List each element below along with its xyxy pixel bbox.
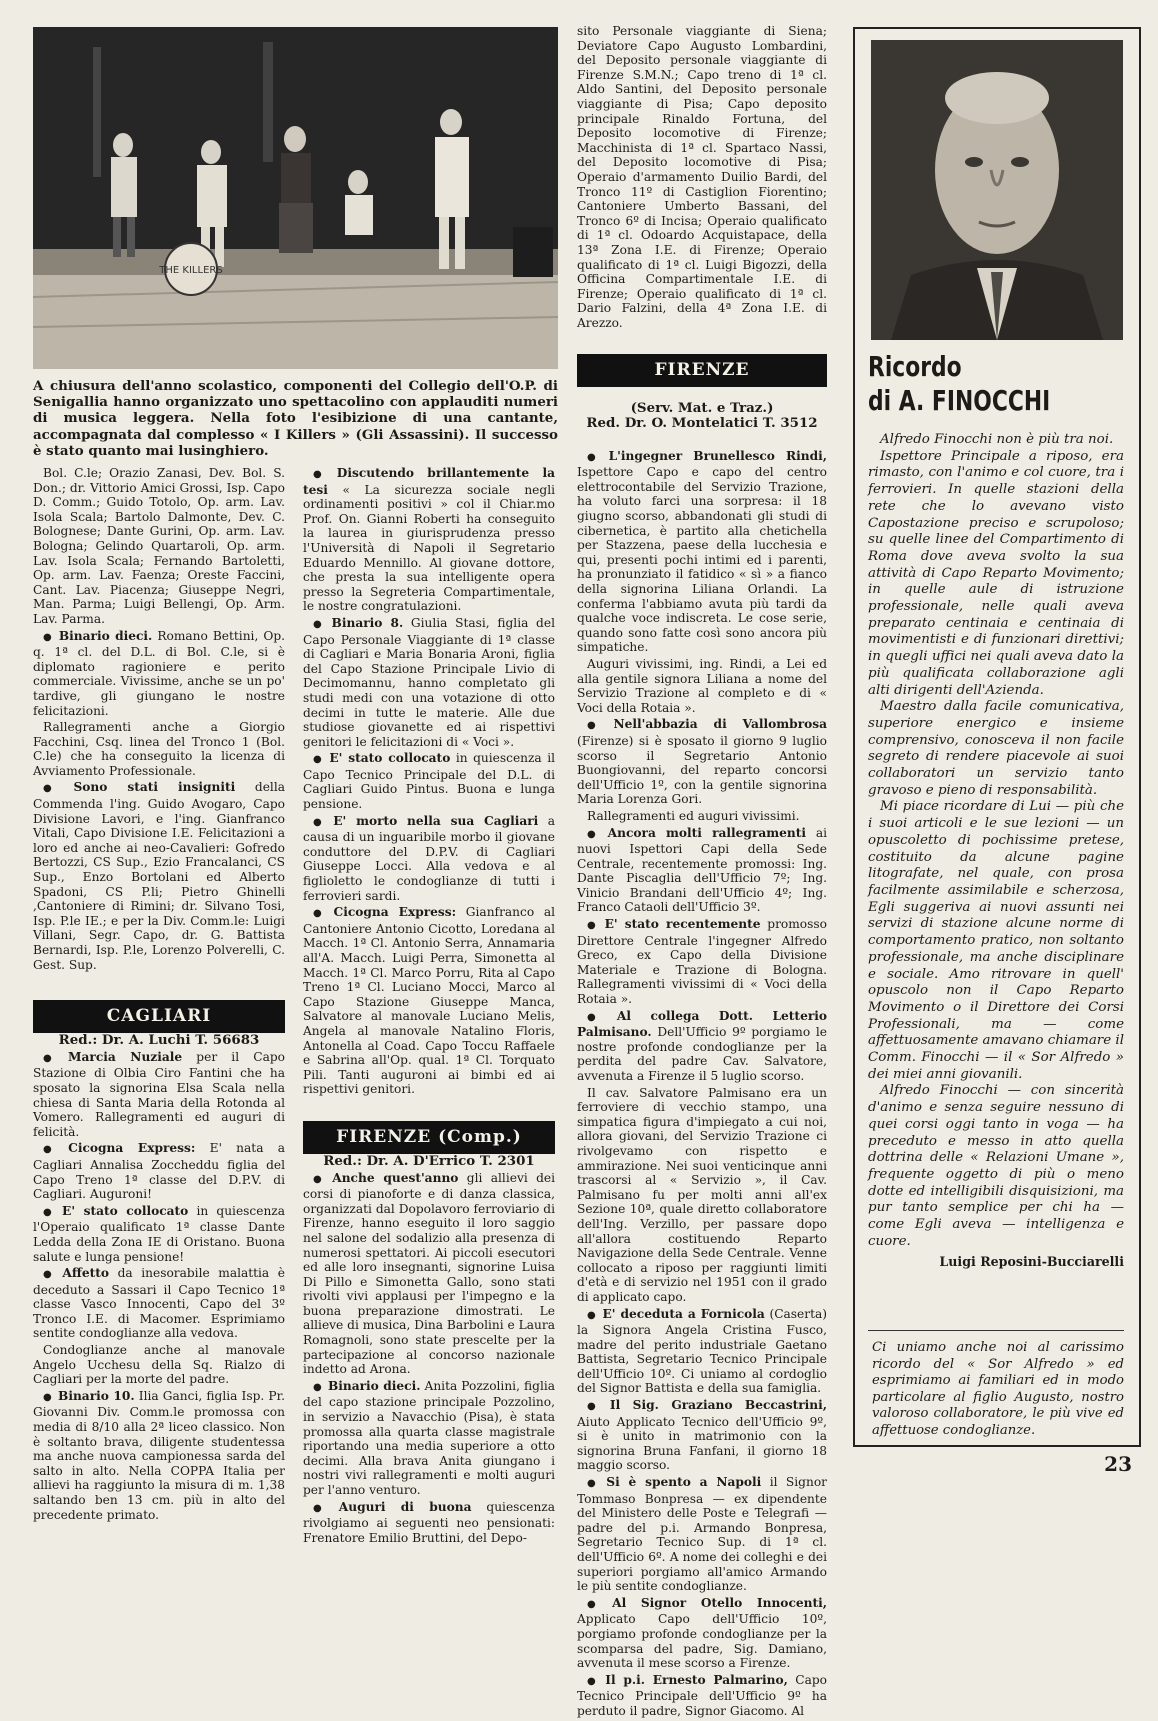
section-banner-cagliari: CAGLIARI bbox=[33, 1000, 285, 1033]
bullet-lead: ● Discutendo brillantemente la tesi bbox=[303, 466, 555, 497]
paragraph-text: per il Capo Stazione di Olbia Ciro Fantini che ha sposato la signorina Elsa Scala nella chiesa di Santa Maria della Rotonda al Vomero. Rallegramenti ed auguri di felicità. bbox=[33, 1049, 285, 1139]
bullet-lead: ● Marcia Nuziale bbox=[43, 1050, 182, 1064]
section-subtitle: (Serv. Mat. e Traz.) bbox=[630, 400, 774, 417]
section-editor: Red. Dr. O. Montelatici T. 3512 bbox=[586, 415, 818, 432]
paragraph bbox=[577, 449, 827, 655]
portrait-photo bbox=[871, 40, 1123, 340]
column-c bbox=[577, 24, 827, 1721]
portrait-illustration bbox=[871, 40, 1123, 340]
paragraph bbox=[33, 780, 285, 972]
paragraph-text: quiescenza rivolgiamo ai seguenti neo pensionati: Frenatore Emilio Bruttini, del Depo- bbox=[303, 1499, 555, 1545]
bullet-lead: ● Anche quest'anno bbox=[313, 1171, 458, 1185]
paragraph-text: Capo Tecnico Principale dell'Ufficio 9º ha perduto il padre, Signor Giacomo. Al bbox=[577, 1672, 827, 1718]
paragraph-text: Giulia Stasi, figlia del Capo Personale Viaggiante di 1ª classe di Cagliari e Maria Bonaria Aroni, figlia del Capo Stazione Principale Livio di Decimomannu, hanno completato gli studi medi con una votazione di otto decimi in tutte le materie. Alle due studiose giovanette ed ai rispettivi genitori le felicitazioni di « Voci ». bbox=[303, 615, 555, 749]
bullet-lead: ● E' deceduta a Fornicola bbox=[587, 1307, 765, 1321]
drum-logo-text: THE KILLERS bbox=[159, 265, 223, 276]
paragraph: Rallegramenti ed auguri vivissimi. bbox=[587, 808, 800, 823]
paragraph-text: Ilia Ganci, figlia Isp. Pr. Giovanni Div. Comm.le promossa con media di 8/10 alla 2ª liceo classico. Non è soltanto brava, diligente studentessa ma anche nuova campionessa sarda del salto in alto. Nella COPPA Italia per allievi ha raggiunto la misura di m. 1,38 saltando ben 13 cm. più in alto del precedente primato. bbox=[33, 1388, 285, 1522]
column-a bbox=[33, 466, 285, 1524]
band-photo-illustration bbox=[33, 27, 558, 369]
paragraph-text: « La sicurezza sociale negli ordinamenti positivi » col il Chiar.mo Prof. On. Gianni Roberti ha conseguito la laurea in giurisprudenza presso l'Università di Napoli il Segretario Eduardo Mennillo. Al giovane dottore, che presta la sua intelligente opera presso la Segreteria Compartimentale, le nostre congratulazioni. bbox=[303, 482, 555, 614]
paragraph-text: gli allievi dei corsi di pianoforte e di danza classica, organizzati dal Dopolavoro ferroviario di Firenze, hanno eseguito il loro saggio nel salone del sodalizio alla presenza di numerosi spettatori. Ai piccoli esecutori ed alle loro insegnanti, signorine Luisa Di Pillo e Simonetta Gallo, sono stati rivolti vivi applausi per l'impegno e la buona preparazione dimostrati. Le allieve di musica, Dina Barbolini e Laura Romagnoli, sono state prescelte per la partecipazione al concorso nazionale indetto ad Arona. bbox=[303, 1170, 556, 1377]
section-editor: Red.: Dr. A. Luchi T. 56683 bbox=[58, 1032, 260, 1049]
bullet-lead: ● Sono stati insigniti bbox=[43, 780, 235, 794]
paragraph bbox=[303, 616, 555, 749]
bullet-lead: ● Al collega Dott. Letterio Palmisano. bbox=[577, 1009, 827, 1040]
paragraph: Il cav. Salvatore Palmisano era un ferroviere di vecchio stampo, una simpatica figura d'impiegato a cui noi, allora giovani, del Servizio Trazione ci rivolgevamo con rispetto e ammirazione. Nei suoi venticinque anni trascorsi al « Servizio », il Cav. Palmisano fu per molti anni all'ex Sezione 10ª, quale diretto collaboratore dell'Ing. Verzillo, per passare dopo all'allora costituendo Reparto Navigazione della Sede Centrale. Venne collocato a riposo per raggiunti limiti d'età e di servizio nel 1951 con il grado di applicato capo. bbox=[577, 1085, 827, 1304]
paragraph bbox=[303, 751, 555, 811]
paragraph-text: a causa di un inguaribile morbo il giovane conduttore del D.P.V. di Cagliari Giuseppe Locci. Alla vedova e al figlioletto le condoglianze di tutti i ferrovieri sardi. bbox=[303, 813, 556, 903]
paragraph-text: promosso Direttore Centrale l'ingegner Alfredo Greco, ex Capo della Divisione Materiale e Trazione di Bologna. Rallegramenti vivissimi di « Voci della Rotaia ». bbox=[577, 917, 827, 1007]
bullet-lead: ● L'ingegner Brunellesco Rindi, bbox=[587, 449, 827, 463]
paragraph-text: in quiescenza l'Operaio qualificato 1ª classe Dante Ledda della Zona IE di Oristano. Buona salute e lunga pensione! bbox=[33, 1203, 285, 1264]
bullet-lead: ● Al Signor Otello Innocenti, bbox=[587, 1596, 827, 1610]
bullet-lead: ● Cicogna Express: bbox=[43, 1141, 195, 1155]
paragraph bbox=[303, 1171, 555, 1377]
paragraph: sito Personale viaggiante di Siena; Deviatore Capo Augusto Lombardini, del Deposito personale viaggiante di Firenze S.M.N.; Capo treno di 1ª cl. Aldo Santini, del Deposito personale viaggiante di Pisa; Capo deposito principale Rinaldo Fortuna, del Deposito locomotive di Firenze; Macchinista di 1ª cl. Spartaco Nassi, del Deposito locomotive di Pisa; Operaio d'armamento Duilio Bardi, del Tronco 11º di Castiglion Fiorentino; Cantoniere Umberto Bassani, del Tronco 6º di Incisa; Operaio qualificato di 1ª cl. Odoardo Acquistapace, della 13ª Zona I.E. di Firenze; Operaio qualificato di 1ª cl. Luigi Bigozzi, della Officina Compartimentale I.E. di Firenze; Operaio qualificato di 1ª cl. Dario Falzini, della 4ª Zona I.E. di Arezzo. bbox=[577, 24, 827, 330]
paragraph bbox=[577, 1673, 827, 1719]
bullet-lead: ● Il Sig. Graziano Beccastrini, bbox=[587, 1398, 827, 1412]
paragraph bbox=[577, 1398, 827, 1473]
bullet-lead: ● Il p.i. Ernesto Palmarino, bbox=[587, 1673, 788, 1687]
bullet-lead: ● Cicogna Express: bbox=[313, 905, 456, 919]
paragraph bbox=[303, 1379, 555, 1498]
paragraph-text: Ispettore Capo e capo del centro elettrocontabile del Servizio Trazione, ha voluto farci una sorpresa: il 18 giugno scorso, abbandonati gli studi di cibernetica, è partito alla chetichella per Stazzena, paese della lucchesia e qui, presenti pochi intimi ed i parenti, ha pronunziato il fatidico « sì » a fianco della signorina Liliana Orlandi. La conferma l'abbiamo avuta più tardi da qualche voce indiscreta. Le cose serie, quando sono fatte così sono ancora più simpatiche. bbox=[577, 465, 827, 655]
paragraph-text: in quiescenza il Capo Tecnico Principale del D.L. di Cagliari Guido Pintus. Buona e lunga pensione. bbox=[303, 751, 555, 812]
section-banner-firenze: FIRENZE bbox=[577, 354, 827, 387]
paragraph bbox=[33, 1389, 285, 1522]
tribute-title-line-2: di A. FINOCCHI bbox=[868, 384, 1051, 417]
paragraph bbox=[577, 1475, 827, 1594]
paragraph bbox=[303, 466, 555, 614]
paragraph: Ispettore Principale a riposo, era rimasto, con l'animo e col cuore, tra i ferrovieri. In quelle stazioni della rete che lo avevano visto Capostazione preciso e scrupoloso; su quelle linee del Compartimento di Roma dove aveva svolto la sua attività di Capo Reparto Movimento; in quelle aule di istruzione professionale, nelle quali aveva preparato centinaia e centinaia di movimentisti e di funzionari direttivi; in quegli uffici nei quali aveva dato la più qualificata collaborazione agli alti dirigenti dell'Azienda. bbox=[868, 448, 1124, 698]
paragraph bbox=[33, 1050, 285, 1140]
paragraph-text: Gianfranco al Cantoniere Antonio Cicotto, Loredana al Macch. 1ª Cl. Antonio Serra, Annamaria all'A. Macch. Luigi Perra, Simonetta al Macch. 1ª Cl. Marco Porru, Rita al Capo Treno 1ª Cl. Luciano Mocci, Marco al Capo Stazione Giuseppe Manca, Salvatore al manovale Luciano Melis, Angela al manovale Natalino Floris, Antonella al Coad. Capo Toccu Raffaele e Sabrina all'Op. qual. 1ª Cl. Torquato Pili. Tanti auguroni ai bimbi ed ai rispettivi genitori. bbox=[303, 905, 555, 1097]
paragraph-text: Aiuto Applicato Tecnico dell'Ufficio 9º, si è unito in matrimonio con la signorina Bruna Fanfani, il giorno 18 maggio scorso. bbox=[577, 1414, 827, 1473]
paragraph-text: Anita Pozzolini, figlia del capo stazione principale Pozzolino, in servizio a Navacchio (Pisa), è stata promossa alla quarta classe magistrale riportando una media superiore a otto decimi. Alla brava Anita giungano i nostri vivi rallegramenti e molti auguri per l'anno venturo. bbox=[303, 1378, 556, 1497]
paragraph-text: Applicato Capo dell'Ufficio 10º, porgiamo profonde condoglianze per la scomparsa del padre, Sig. Damiano, avvenuta il mese scorso a Firenze. bbox=[577, 1612, 827, 1671]
bullet-lead: ● Auguri di buona bbox=[313, 1500, 472, 1514]
bullet-lead: ● E' stato recentemente bbox=[587, 917, 761, 931]
bullet-lead: ● Binario 8. bbox=[313, 616, 403, 630]
paragraph bbox=[577, 826, 827, 916]
paragraph bbox=[33, 1141, 285, 1201]
tribute-title bbox=[868, 350, 1071, 418]
bullet-lead: ● Binario dieci. bbox=[313, 1379, 420, 1393]
paragraph bbox=[577, 917, 827, 1007]
paragraph bbox=[33, 629, 285, 719]
author-signature: Luigi Reposini-Bucciarelli bbox=[939, 1254, 1124, 1270]
photo-caption: A chiusura dell'anno scolastico, componenti del Collegio dell'O.P. di Senigallia hanno organizzato uno spettacolino con applauditi numeri di musica leggera. Nella foto l'esibizione di una cantante, accompagnata dal complesso « I Killers » (Gli Assassini). Il successo è stato quanto mai lusinghiero. bbox=[33, 378, 558, 459]
bullet-lead: ● E' morto nella sua Cagliari bbox=[313, 814, 538, 828]
paragraph: Rallegramenti anche a Giorgio Facchini, Csq. linea del Tronco 1 (Bol. C.le) che ha conseguito la licenza di Avviamento Professionale. bbox=[33, 720, 285, 778]
bullet-lead: ● Binario dieci. bbox=[43, 629, 152, 643]
paragraph: Auguri vivissimi, ing. Rindi, a Lei ed alla gentile signora Liliana a nome del Servizio Trazione al completo e di « Voci della Rotaia ». bbox=[577, 656, 827, 715]
paragraph bbox=[33, 1204, 285, 1264]
column-b bbox=[303, 466, 555, 1547]
bullet-lead: ● Binario 10. bbox=[43, 1389, 135, 1403]
paragraph bbox=[303, 905, 555, 1097]
paragraph-text: il Signor Tommaso Bonpresa — ex dipendente del Ministero delle Poste e Telegrafi — padre del p.i. Armando Bonpresa, Segretario Tecnico Sup. di 1ª cl. dell'Ufficio 6º. A nome dei colleghi e dei superiori porgiamo all'amico Armando le più sentite condoglianze. bbox=[577, 1475, 827, 1594]
paragraph bbox=[577, 717, 827, 807]
tribute-text bbox=[868, 432, 1124, 1271]
divider bbox=[868, 1330, 1124, 1331]
paragraph: Maestro dalla facile comunicativa, superiore energico e insieme comprensivo, conosceva il non facile segreto di rendere piacevole ai suoi collaboratori un servizio tanto gravoso e pieno di responsabilità. bbox=[868, 699, 1124, 798]
paragraph-text: ai nuovi Ispettori Capi della Sede Centrale, recentemente promossi: Ing. Dante Piscaglia dell'Ufficio 7º; Ing. Vinicio Brandani dell'Ufficio 4º; Ing. Franco Cataoli dell'Ufficio 3º. bbox=[577, 825, 827, 915]
paragraph-text: della Commenda l'ing. Guido Avogaro, Capo Divisione Lavori, e l'ing. Gianfranco Vitali, Capo Divisione I.E. Felicitazioni a loro ed anche ai neo-Cavalieri: Gofredo Bertozzi, CS Sup., Ezio Francalanci, CS Sup., Enzo Bortolani ed Alberto Spadoni, CS P.li; Pietro Ghinelli ,Cantoniere di Rimini; dr. Silvano Tosi, Isp. P.le IE.; e per la Div. Comm.le: Luigi Villani, Segr. Capo, dr. G. Battista Bernardi, Isp. P.le, Lorenzo Polverelli, C. Gest. Sup. bbox=[33, 780, 285, 972]
bullet-lead: ● Affetto bbox=[43, 1266, 109, 1280]
paragraph: Bol. C.le; Orazio Zanasi, Dev. Bol. S. Don.; dr. Vittorio Amici Grossi, Isp. Capo D. Comm.; Guido Totolo, Op. arm. Lav. Isola Scala; Bartolo Dalmonte, Dev. C. Bolognese; Dante Gurini, Op. arm. Lav. Bologna; Gelindo Quartaroli, Op. arm. Lav. Isola Scala; Fernando Bartoletti, Op. arm. Lav. Faenza; Oreste Faccini, Cant. Lav. Piacenza; Giuseppe Negri, Man. Parma; Luigi Bellengi, Op. Arm. Lav. Parma. bbox=[33, 466, 285, 626]
page-number: 23 bbox=[1104, 1452, 1132, 1476]
paragraph bbox=[577, 1009, 827, 1084]
paragraph bbox=[577, 1307, 827, 1397]
section-editor: Red.: Dr. A. D'Errico T. 2301 bbox=[323, 1152, 535, 1169]
paragraph bbox=[303, 1500, 555, 1546]
paragraph bbox=[33, 1266, 285, 1341]
bullet-lead: ● Si è spento a Napoli bbox=[587, 1475, 761, 1489]
paragraph: Mi piace ricordare di Lui — più che i suoi articoli e le sue lezioni — un opuscoletto di pochissime pretese, costituito da alcune pagine litografate, nel quale, con prosa facilmente assimilabile e scherzosa, Egli suggeriva ai nuovi assunti nei servizi di stazione alcune norme di comportamento pratico, non soltanto professionale, ma anche disciplinare e sociale. Amo ritrovare in quell' opuscolo non il Capo Reparto Movimento o il Direttore dei Corsi Professionali, ma — come affettuosamente amavano chiamare il Comm. Finocchi — il « Sor Alfredo » dei miei anni giovanili. bbox=[868, 799, 1124, 1082]
paragraph-text: E' nata a Cagliari Annalisa Zoccheddu figlia del Capo Treno 1ª classe del D.P.V. di Cagliari. Auguroni! bbox=[33, 1141, 285, 1202]
bullet-lead: ● Ancora molti rallegramenti bbox=[587, 826, 806, 840]
paragraph-text: Romano Bettini, Op. q. 1ª cl. del D.L. di Bol. C.le, si è diplomato ragioniere e perito commerciale. Vivissime, anche se un po' tardive, gli giungano le nostre felicitazioni. bbox=[33, 628, 286, 718]
paragraph: Alfredo Finocchi — con sincerità d'animo e senza seguire nessuno di quei corsi oggi tanto in voga — ha preceduto e messo in atto quella dottrina delle « Relazioni Umane », frequente oggetto di più o meno dotte ed intelligibili disquisizioni, ma pur tanto semplice per chi ha — come Egli aveva — intelligenza e cuore. bbox=[868, 1083, 1124, 1249]
section-banner-firenze-comp: FIRENZE (Comp.) bbox=[303, 1121, 555, 1154]
closing-note: Ci uniamo anche noi al carissimo ricordo del « Sor Alfredo » ed esprimiamo ai familiari ed in modo particolare al figlio Augusto, nostro valoroso collaboratore, le più vive ed affettuose condoglianze. bbox=[872, 1340, 1124, 1438]
band-photo bbox=[33, 27, 558, 369]
bullet-lead: ● Nell'abbazia di Vallombrosa bbox=[587, 717, 827, 731]
bullet-lead: ● E' stato collocato bbox=[43, 1204, 188, 1218]
paragraph bbox=[577, 1596, 827, 1671]
paragraph-text: Dell'Ufficio 9º porgiamo le nostre profonde condoglianze per la perdita del padre Cav. Salvatore, avvenuta a Firenze il 5 luglio scorso. bbox=[577, 1025, 827, 1083]
paragraph bbox=[303, 814, 555, 904]
paragraph-text: (Firenze) si è sposato il giorno 9 luglio scorso il Segretario Antonio Buongiovanni, del reparto concorsi dell'Ufficio 1º, con la gentile signorina Maria Lorenza Gori. bbox=[577, 733, 827, 807]
bullet-lead: ● E' stato collocato bbox=[313, 751, 450, 765]
paragraph: Alfredo Finocchi non è più tra noi. bbox=[880, 432, 1114, 447]
tribute-title-line-1: Ricordo bbox=[868, 350, 962, 383]
paragraph: Condoglianze anche al manovale Angelo Ucchesu della Sq. Rialzo di Cagliari per la morte del padre. bbox=[33, 1343, 285, 1387]
paragraph-text: da inesorabile malattia è deceduto a Sassari il Capo Tecnico 1ª classe Vasco Innocenti, Capo del 3º Tronco I.E. di Macomer. Esprimiamo sentite condoglianze alla vedova. bbox=[33, 1266, 285, 1341]
paragraph-text: (Caserta) la Signora Angela Cristina Fusco, madre del perito industriale Gaetano Battista, Segretario Tecnico Principale dell'Ufficio 10º. Ci uniamo al cordoglio del Signor Battista e della sua famiglia. bbox=[577, 1306, 828, 1396]
